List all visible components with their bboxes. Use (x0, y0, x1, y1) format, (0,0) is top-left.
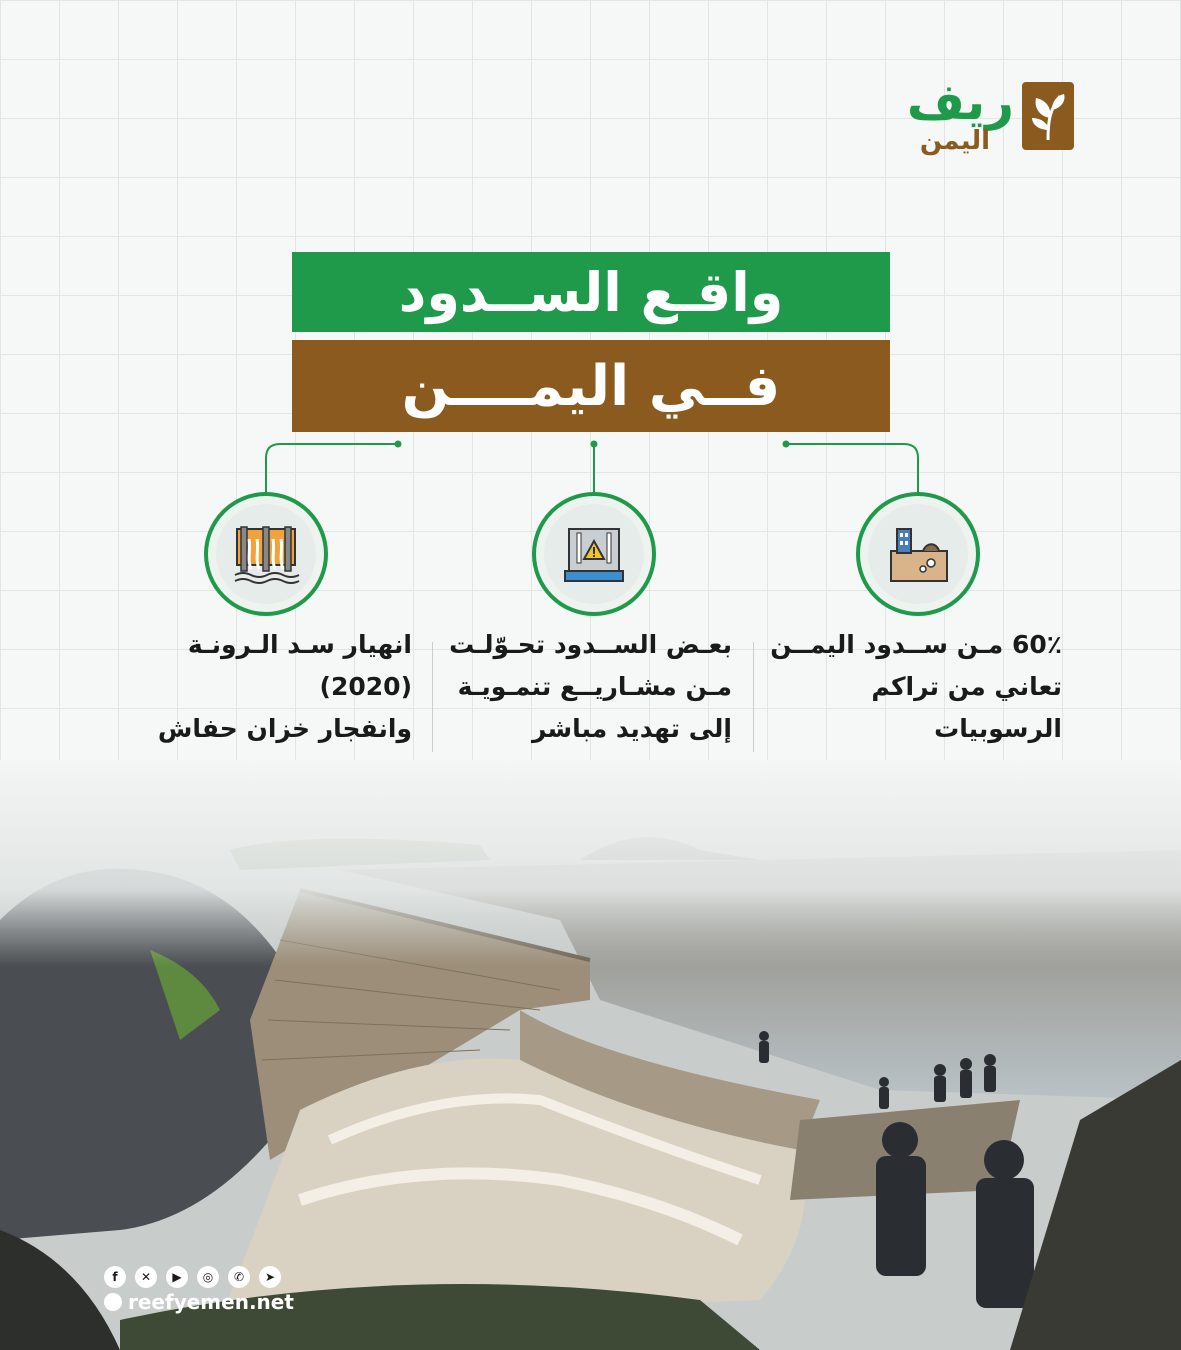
item-2-line-1: بعـض الســدود تحـوّلـت (449, 630, 732, 659)
title-line-2: فــي اليمــــن (292, 340, 890, 432)
logo-sub-text: اليمن (919, 126, 990, 156)
instagram-icon[interactable]: ◎ (197, 1266, 219, 1288)
website-link[interactable] (104, 1290, 294, 1314)
title-line-1: واقـع الســدود (292, 252, 890, 332)
facebook-icon[interactable]: f (104, 1266, 126, 1288)
globe-icon (104, 1293, 122, 1311)
item-3-line-2: وانفجار خزان حفاش (157, 714, 412, 743)
item-3-icon-circle (204, 492, 328, 616)
dam-spillway-icon (216, 504, 316, 604)
website-text: reefyemen.net (128, 1290, 294, 1314)
factory-sediment-icon (868, 504, 968, 604)
logo (872, 73, 1074, 160)
leaf-icon (1022, 82, 1074, 150)
column-divider (753, 642, 754, 752)
item-3-text (120, 624, 412, 754)
dam-warning-icon (544, 504, 644, 604)
dam-photo (0, 760, 1181, 1350)
item-2-text (446, 624, 732, 754)
logo-main-text: ريف (906, 73, 1014, 131)
item-2-line-3: إلى تهديد مباشر (531, 714, 732, 743)
item-1-line-1: 60٪ مـن ســدود اليمــن (770, 630, 1062, 659)
youtube-icon[interactable]: ▶ (166, 1266, 188, 1288)
whatsapp-icon[interactable]: ✆ (228, 1266, 250, 1288)
telegram-icon[interactable]: ➤ (259, 1266, 281, 1288)
item-1-text (768, 624, 1062, 754)
social-icons (104, 1266, 281, 1288)
item-2-line-2: مـن مشـاريــع تنمـويـة (457, 672, 732, 701)
item-1-icon-circle (856, 492, 980, 616)
column-divider (432, 642, 433, 752)
x-icon[interactable]: ✕ (135, 1266, 157, 1288)
item-1-line-2: تعاني من تراكم الرسوبيات (871, 672, 1062, 743)
item-3-line-1: انهيار سـد الـرونـة (2020) (187, 630, 412, 701)
item-2-icon-circle (532, 492, 656, 616)
